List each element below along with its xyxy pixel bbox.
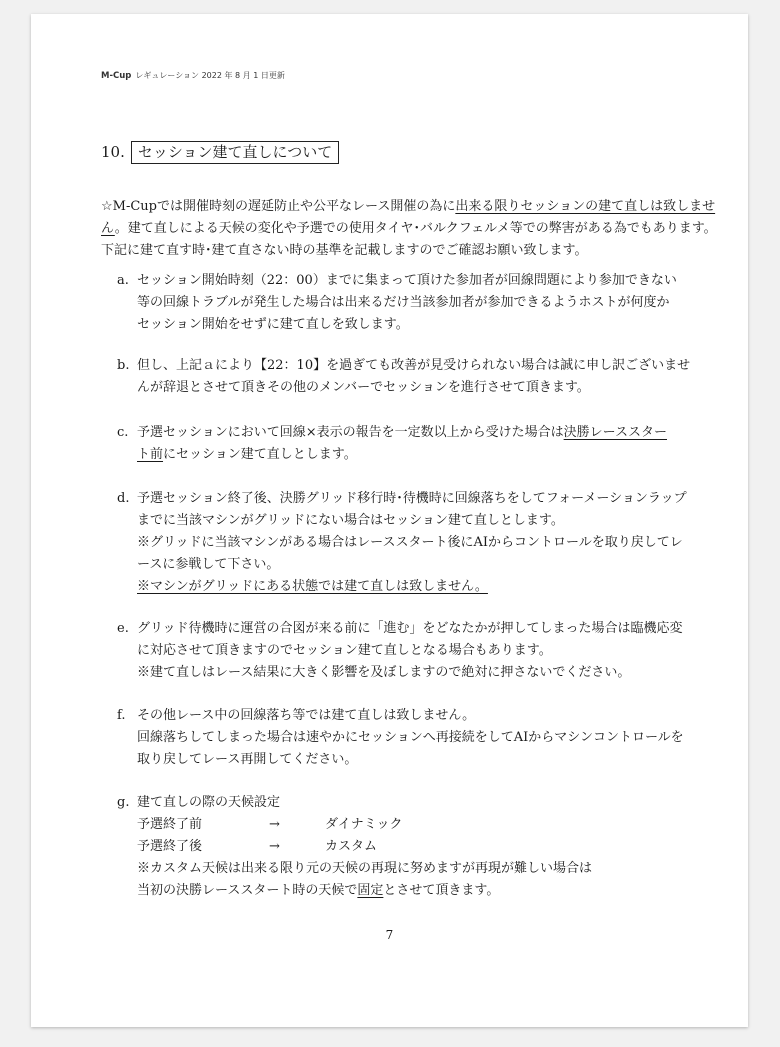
weather-row-after xyxy=(137,836,717,858)
item-line: 等の回線トラブルが発生した場合は出来るだけ当該参加者が参加できるようホストが何度か xyxy=(137,295,670,310)
page-header xyxy=(101,70,285,81)
item-line: ※建て直しはレース結果に大きく影響を及ぼしますので絶対に押さないでください。 xyxy=(137,665,631,680)
section-number: 10. xyxy=(101,143,125,161)
item-line xyxy=(137,880,717,902)
item-underlined-text: 固定 xyxy=(357,883,384,898)
weather-row-label: 予選終了前 xyxy=(137,817,203,832)
item-letter: e. xyxy=(117,621,129,636)
rule-item-c xyxy=(117,422,717,466)
intro-text: 。建て直しによる天候の変化や予選での使用タイヤ･バルクフェルメ等での弊害がある為でもあります。 xyxy=(114,221,717,236)
weather-row-before xyxy=(137,814,717,836)
item-text: とさせて頂きます。 xyxy=(383,883,500,898)
intro-paragraph xyxy=(101,196,717,262)
item-line: 予選セッション終了後、決勝グリッド移行時･待機時に回線落ちをしてフォーメーションラップ xyxy=(137,491,687,506)
item-line xyxy=(137,444,717,466)
item-line: ※グリッドに当該マシンがある場合はレーススタート後にAIからコントロールを取り戻してレ xyxy=(137,535,683,550)
item-line: までに当該マシンがグリッドにない場合はセッション建て直しとします。 xyxy=(137,513,564,528)
item-line: その他レース中の回線落ち等では建て直しは致しません。 xyxy=(137,708,476,723)
section-heading xyxy=(101,141,339,164)
item-text: 予選セッションにおいて回線×表示の報告を一定数以上から受けた場合は xyxy=(137,425,564,440)
rule-item-d xyxy=(117,488,717,598)
item-line: 取り戻してレース再開してください。 xyxy=(137,752,358,767)
weather-row-label: 予選終了後 xyxy=(137,839,203,854)
item-line: セッション開始をせずに建て直しを致します。 xyxy=(137,317,409,332)
item-line: ースに参戦して下さい。 xyxy=(137,557,280,572)
item-letter: a. xyxy=(117,273,129,288)
rule-item-a xyxy=(117,270,717,336)
intro-line xyxy=(101,196,716,218)
item-letter: g. xyxy=(117,795,130,810)
item-line: 建て直しの際の天候設定 xyxy=(137,795,281,810)
item-underlined-text: 決勝レーススター xyxy=(563,425,667,440)
item-text: 当初の決勝レーススタート時の天候で xyxy=(137,883,358,898)
item-line: ※カスタム天候は出来る限り元の天候の再現に努めますが再現が難しい場合は xyxy=(137,861,593,876)
document-page xyxy=(31,14,748,1027)
item-text: にセッション建て直しとします。 xyxy=(163,447,357,462)
rule-item-e xyxy=(117,618,717,684)
item-underlined-text: ※マシンがグリッドにある状態では建て直しは致しません。 xyxy=(137,579,488,594)
intro-text: ☆M-Cupでは開催時刻の遅延防止や公平なレース開催の為に xyxy=(101,199,456,214)
item-line xyxy=(137,422,717,444)
section-title: セッション建て直しについて xyxy=(131,141,339,164)
item-line: セッション開始時刻（22：00）までに集まって頂けた参加者が回線問題により参加できない xyxy=(137,273,677,288)
item-line: グリッド待機時に運営の合図が来る前に「進む」をどなたかが押してしまった場合は臨機応変 xyxy=(137,621,683,636)
item-line xyxy=(137,576,717,598)
item-letter: d. xyxy=(117,491,130,506)
intro-underlined-text: ん xyxy=(101,221,115,236)
weather-row-value: ダイナミック xyxy=(325,817,403,832)
item-underlined-text: ト前 xyxy=(137,447,164,462)
rule-item-f xyxy=(117,705,717,771)
item-line: 但し、上記ａにより【22：10】を過ぎても改善が見受けられない場合は誠に申し訳ございませ xyxy=(137,358,691,373)
item-line: 回線落ちしてしまった場合は速やかにセッションへ再接続をしてAIからマシンコントロールを xyxy=(137,730,684,745)
rule-item-b xyxy=(117,355,717,399)
arrow-icon: → xyxy=(269,817,280,832)
intro-line xyxy=(101,218,717,240)
page-number: 7 xyxy=(385,928,394,942)
rule-item-g xyxy=(117,792,717,902)
intro-underlined-text: 出来る限りセッションの建て直しは致しませ xyxy=(455,199,716,214)
intro-line: 下記に建て直す時･建て直さない時の基準を記載しますのでご確認お願い致します。 xyxy=(101,243,588,258)
arrow-icon: → xyxy=(269,839,280,854)
weather-row-value: カスタム xyxy=(325,839,378,854)
item-letter: c. xyxy=(117,425,129,440)
item-letter: b. xyxy=(117,358,130,373)
item-line: んが辞退とさせて頂きその他のメンバーでセッションを進行させて頂きます。 xyxy=(137,380,590,395)
header-title: レギュレーション 2022 年 8 月 1 日更新 xyxy=(135,71,285,80)
item-letter: f. xyxy=(117,708,126,723)
item-line: に対応させて頂きますのでセッション建て直しとなる場合もあります。 xyxy=(137,643,552,658)
header-brand: M-Cup xyxy=(101,71,132,81)
